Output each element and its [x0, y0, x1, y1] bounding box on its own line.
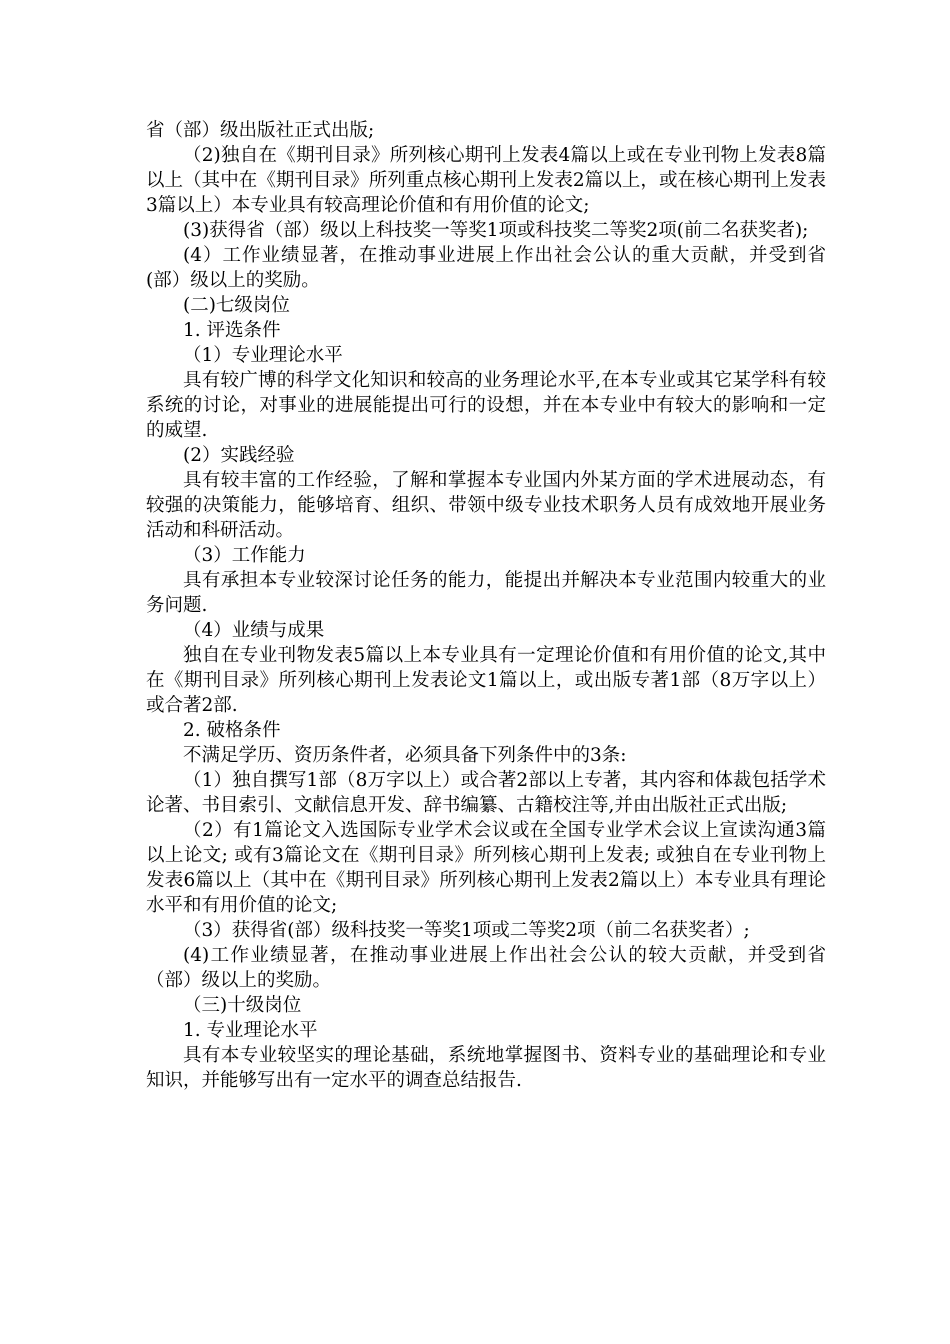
subsection-heading: 1. 评选条件	[183, 320, 281, 341]
paragraph: 具有承担本专业较深讨论任务的能力，能提出并解决本专业范围内较重大的业务问题.	[146, 570, 826, 616]
paragraph: （3）获得省(部）级科技奖一等奖1项或二等奖2项（前二名获奖者）;	[183, 920, 750, 941]
paragraph: 不满足学历、资历条件者，必须具备下列条件中的3条:	[183, 745, 627, 766]
paragraph: 具有较广博的科学文化知识和较高的业务理论水平,在本专业或其它某学科有较系统的讨论，对事业的进展能提出可行的设想，并在本专业中有较大的影响和一定的威望.	[146, 370, 826, 441]
section-heading: (二)七级岗位	[183, 295, 290, 316]
paragraph: (3)获得省（部）级以上科技奖一等奖1项或科技奖二等奖2项(前二名获奖者);	[183, 220, 809, 241]
paragraph: (4)工作业绩显著，在推动事业进展上作出社会公认的较大贡献，并受到省（部）级以上的奖励。	[146, 945, 826, 991]
paragraph: 独自在专业刊物发表5篇以上本专业具有一定理论价值和有用价值的论文,其中在《期刊目录》所列核心期刊上发表论文1篇以上，或出版专著1部（8万字以上）或合著2部.	[146, 645, 826, 716]
item-heading: （4）业绩与成果	[183, 620, 325, 641]
document-body	[146, 118, 826, 1093]
paragraph: 具有较丰富的工作经验，了解和掌握本专业国内外某方面的学术进展动态，有较强的决策能力，能够培育、组织、带领中级专业技术职务人员有成效地开展业务活动和科研活动。	[146, 470, 826, 541]
paragraph: （2)独自在《期刊目录》所列核心期刊上发表4篇以上或在专业刊物上发表8篇以上（其中在《期刊目录》所列重点核心期刊上发表2篇以上，或在核心期刊上发表3篇以上）本专业具有较高理论价值和有用价值的论文;	[146, 145, 826, 216]
paragraph: （1）独自撰写1部（8万字以上）或合著2部以上专著，其内容和体裁包括学术论著、书目索引、文献信息开发、辞书编纂、古籍校注等,并由出版社正式出版;	[146, 770, 826, 816]
subsection-heading: 1. 专业理论水平	[183, 1020, 318, 1041]
paragraph: 具有本专业较坚实的理论基础，系统地掌握图书、资料专业的基础理论和专业知识，并能够写出有一定水平的调查总结报告.	[146, 1045, 826, 1091]
paragraph: 省（部）级出版社正式出版;	[146, 120, 375, 141]
paragraph: (4）工作业绩显著，在推动事业进展上作出社会公认的重大贡献，并受到省(部）级以上的奖励。	[146, 245, 826, 291]
item-heading: （1）专业理论水平	[183, 345, 343, 366]
item-heading: (2）实践经验	[183, 445, 295, 466]
subsection-heading: 2. 破格条件	[183, 720, 281, 741]
item-heading: （3）工作能力	[183, 545, 306, 566]
paragraph: （2）有1篇论文入选国际专业学术会议或在全国专业学术会议上宣读沟通3篇以上论文; 或有3篇论文在《期刊目录》所列核心期刊上发表; 或独自在专业刊物上发表6篇以上（其中在《期刊目录》所列核心期刊上发表2篇以上）本专业具有理论水平和有用价值的论文;	[146, 820, 826, 916]
section-heading: （三)十级岗位	[183, 995, 302, 1016]
